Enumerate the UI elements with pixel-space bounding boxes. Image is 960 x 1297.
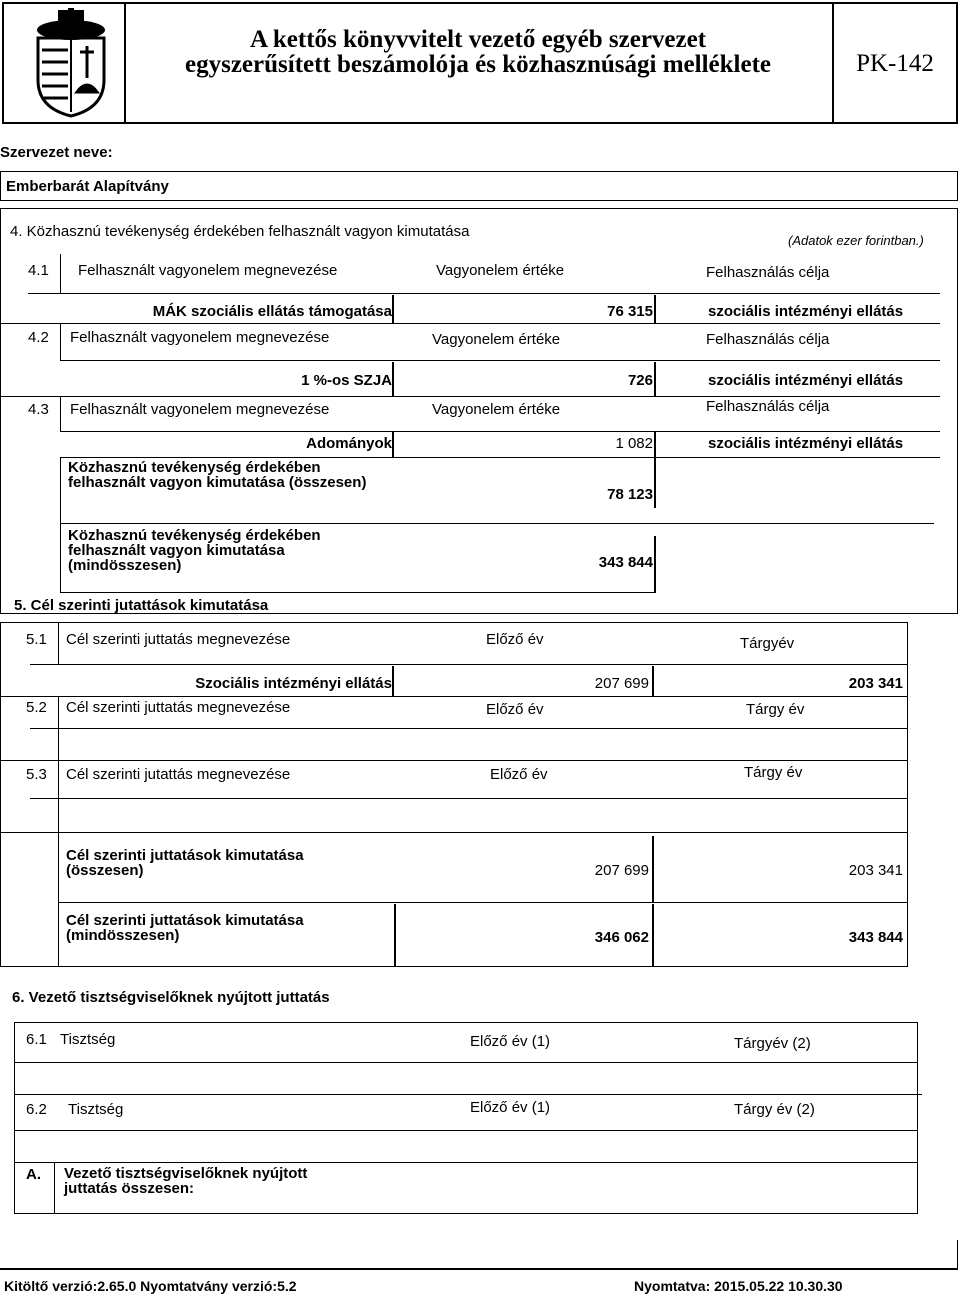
row-4-2-col-purpose: Felhasználás célja <box>706 331 830 348</box>
row-5-2-number: 5.2 <box>26 699 47 716</box>
section4-grand-value: 343 844 <box>598 554 653 571</box>
row-4-1-purpose: szociális intézményi ellátás <box>708 303 904 320</box>
row-4-1-line <box>0 323 940 324</box>
row-5-1-prev: 207 699 <box>594 675 649 692</box>
page-frame-bottom <box>0 1240 958 1270</box>
row-4-1-item: MÁK szociális ellátás támogatása <box>152 303 392 320</box>
section4-unit-note: (Adatok ezer forintban.) <box>788 233 924 248</box>
section4-grand-label: Közhasznú tevékenység érdekében felhasznált vagyon kimutatása (mindösszesen) <box>68 527 321 574</box>
section4-total-value: 78 123 <box>607 486 653 503</box>
section5-total-label: Cél szerinti juttatások kimutatása (összesen) <box>66 847 304 879</box>
row-4-1-col-value: Vagyonelem értéke <box>436 262 565 279</box>
org-name-value: Emberbarát Alapítvány <box>6 178 169 195</box>
row-4-2-col-name: Felhasznált vagyonelem megnevezése <box>70 329 330 346</box>
section4-total-left-edge <box>60 457 61 592</box>
row-4-1-header-line <box>28 293 940 294</box>
section4-grand-line <box>60 592 656 593</box>
row-6-2-col-curr: Tárgy év (2) <box>734 1101 815 1118</box>
section5-grand-label: Cél szerinti juttatások kimutatása (mindösszesen) <box>66 912 304 944</box>
row-4-3-col-name: Felhasznált vagyonelem megnevezése <box>70 401 330 418</box>
row-4-1-value: 76 315 <box>607 303 653 320</box>
footer-version: Kitöltő verzió:2.65.0 Nyomtatvány verzió:5.2 <box>4 1278 297 1294</box>
row-4-3-number: 4.3 <box>28 401 49 418</box>
row-6-2-number: 6.2 <box>26 1101 47 1118</box>
row-5-1-prev-edge <box>652 666 654 696</box>
section6-sum-label: Vezető tisztségviselőknek nyújtott juttatás összesen: <box>64 1165 308 1197</box>
row-4-3-item: Adományok <box>306 435 392 452</box>
row-5-1-curr: 203 341 <box>848 675 903 692</box>
row-4-3-col-value: Vagyonelem értéke <box>432 401 561 418</box>
section5-total-curr: 203 341 <box>848 862 903 879</box>
row-4-2-value-edge <box>654 362 656 396</box>
section5-total-prev: 207 699 <box>594 862 649 879</box>
row-4-3-col-purpose: Felhasználás célja <box>706 398 830 415</box>
row-5-1-number: 5.1 <box>26 631 47 648</box>
section5-grand-curr: 343 844 <box>848 929 903 946</box>
section4-total-label: Közhasznú tevékenység érdekében felhasznált vagyon kimutatása (összesen) <box>68 459 367 491</box>
row-4-3-header-line <box>60 431 940 432</box>
row-5-3-header-line <box>30 798 908 799</box>
row-5-2-col-name: Cél szerinti juttatás megnevezése <box>66 699 291 716</box>
row-5-2-col-curr: Tárgy év <box>746 701 805 718</box>
row-4-2-item: 1 %-os SZJA <box>301 372 392 389</box>
row-5-2-num-divider <box>58 696 59 728</box>
row-6-1-col-prev: Előző év (1) <box>470 1033 551 1050</box>
section5-grand-prev-edge <box>652 904 654 966</box>
row-4-3-line <box>60 457 940 458</box>
row-5-1-num-divider <box>58 622 59 664</box>
section5-grand-prev: 346 062 <box>594 929 649 946</box>
row-4-1-col-name: Felhasznált vagyonelem megnevezése <box>78 262 338 279</box>
row-6-2-col-name: Tisztség <box>68 1101 124 1118</box>
row-5-3-line <box>0 832 908 833</box>
row-6-2-header-line <box>14 1130 918 1131</box>
org-name-label: Szervezet neve: <box>0 144 113 161</box>
row-5-3-col-name: Cél szerinti jutattás megnevezése <box>66 766 291 783</box>
section4-grand-value-edge <box>654 536 656 592</box>
footer-printed: Nyomtatva: 2015.05.22 10.30.30 <box>634 1278 843 1294</box>
row-4-2-col-value: Vagyonelem értéke <box>432 331 561 348</box>
row-5-2-input-divider <box>58 728 59 760</box>
row-5-3-col-curr: Tárgy év <box>744 764 803 781</box>
section5-title: 5. Cél szerinti jutattások kimutatása <box>14 597 269 614</box>
row-4-3-value: 1 082 <box>615 435 653 452</box>
section4-title: 4. Közhasznú tevékenység érdekében felhasznált vagyon kimutatása <box>10 223 470 240</box>
row-5-1-item-edge <box>392 666 394 696</box>
row-5-2-header-line <box>30 728 908 729</box>
row-6-1-line <box>14 1094 922 1095</box>
row-4-1-col-purpose: Felhasználás célja <box>706 264 830 281</box>
row-4-2-value: 726 <box>627 372 653 389</box>
row-6-1-col-curr: Tárgyév (2) <box>734 1035 811 1052</box>
row-4-2-line <box>0 396 940 397</box>
row-5-1-line <box>0 696 908 697</box>
row-4-2-number: 4.2 <box>28 329 49 346</box>
row-6-1-header-line <box>14 1062 918 1063</box>
row-4-3-value-edge <box>654 432 656 458</box>
section5-total-prev-edge <box>652 836 654 902</box>
row-6-1-number: 6.1 <box>26 1031 47 1048</box>
section6-sum-number: A. <box>26 1166 41 1183</box>
form-code: PK-142 <box>856 50 934 77</box>
row-5-3-num-divider <box>58 760 59 798</box>
row-5-1-col-curr: Tárgyév <box>740 635 795 652</box>
row-5-3-number: 5.3 <box>26 766 47 783</box>
section6-title: 6. Vezető tisztségviselőknek nyújtott juttatás <box>12 989 330 1006</box>
section4-total-value-edge <box>654 458 656 508</box>
row-5-3-col-prev: Előző év <box>490 766 548 783</box>
form-title-line1: A kettős könyvvitelt vezető egyéb szervezet <box>249 26 707 53</box>
section5-total-line <box>58 902 908 903</box>
section6-sum-divider <box>54 1162 55 1214</box>
row-4-2-purpose: szociális intézményi ellátás <box>708 372 904 389</box>
row-4-2-num-divider <box>60 324 61 360</box>
row-5-1-header-line <box>30 664 908 665</box>
row-4-1-num-divider <box>60 254 61 294</box>
hungarian-coat-of-arms-icon <box>30 8 112 118</box>
section5-total-left-edge <box>58 832 59 967</box>
row-4-2-header-line <box>60 360 940 361</box>
row-6-2-line <box>14 1162 918 1163</box>
section4-total-line <box>60 523 934 524</box>
row-6-2-col-prev: Előző év (1) <box>470 1099 551 1116</box>
row-4-3-purpose: szociális intézményi ellátás <box>708 435 904 452</box>
row-4-1-item-edge <box>392 295 394 323</box>
row-5-1-col-name: Cél szerinti juttatás megnevezése <box>66 631 291 648</box>
row-6-1-col-name: Tisztség <box>60 1031 116 1048</box>
row-4-1-value-edge <box>654 295 656 323</box>
row-5-3-input-divider <box>58 798 59 832</box>
row-5-2-col-prev: Előző év <box>486 701 544 718</box>
row-5-1-item: Szociális intézményi ellátás <box>195 675 392 692</box>
row-4-1-number: 4.1 <box>28 262 49 279</box>
row-4-3-item-edge <box>392 432 394 458</box>
row-5-2-line <box>0 760 908 761</box>
row-5-1-col-prev: Előző év <box>486 631 544 648</box>
form-title-line2: egyszerűsített beszámolója és közhasznúsági melléklete <box>185 51 771 78</box>
row-4-3-num-divider <box>60 396 61 432</box>
row-4-2-item-edge <box>392 362 394 396</box>
